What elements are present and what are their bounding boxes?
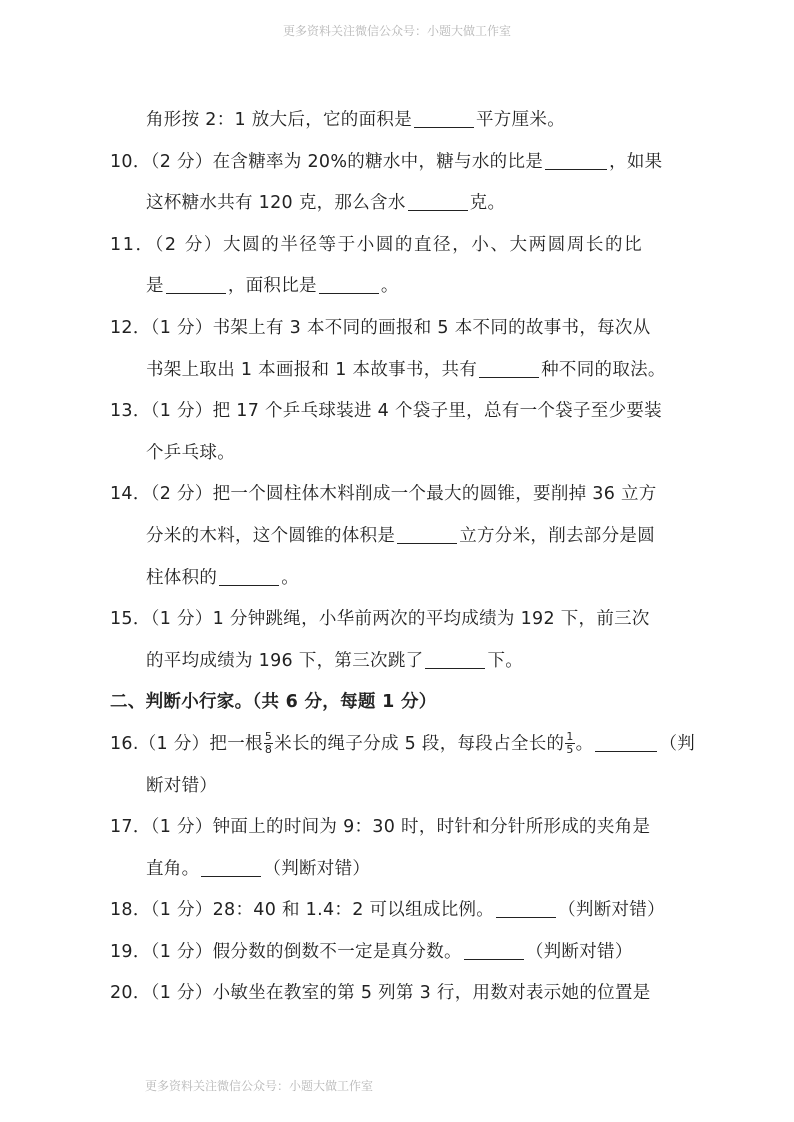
text: 立方分米，削去部分是圆 [459, 525, 656, 546]
question-14 [110, 474, 680, 516]
text: ，面积比是 [227, 276, 317, 297]
answer-blank[interactable] [201, 875, 261, 877]
text: 是 [146, 276, 164, 297]
text: 18．（1 分）28：40 和 1.4：2 可以组成比例。 [110, 900, 495, 921]
text: 书架上取出 1 本画报和 1 本故事书，共有 [146, 359, 478, 380]
question-20 [110, 973, 680, 1015]
answer-blank[interactable] [397, 542, 457, 544]
text: 10．（2 分）在含糖率为 20%的糖水中，糖与水的比是 [110, 151, 544, 172]
question-12-line-2 [110, 350, 680, 392]
text: （判断对错） [263, 858, 371, 879]
section-heading-judgement [110, 682, 680, 724]
text: （判断对错） [525, 941, 633, 962]
question-13-line-2 [110, 433, 680, 475]
fraction-denominator: 8 [264, 743, 273, 757]
text: （判 [659, 733, 696, 754]
question-16-line-2 [110, 766, 680, 808]
text: 12．（1 分）书架上有 3 本不同的画报和 5 本不同的故事书，每次从 [110, 317, 651, 338]
text: 米长的绳子分成 5 段，每段占全长的 [274, 733, 565, 754]
text: 19．（1 分）假分数的倒数不一定是真分数。 [110, 941, 462, 962]
answer-blank[interactable] [414, 126, 474, 128]
fraction-denominator: 5 [566, 743, 574, 757]
watermark-top: 更多资料关注微信公众号：小题大做工作室 [282, 24, 511, 38]
text: 角形按 2：1 放大后，它的面积是 [146, 110, 412, 130]
answer-blank[interactable] [496, 916, 556, 918]
text: 平方厘米。 [476, 110, 565, 130]
question-15 [110, 599, 680, 641]
answer-blank[interactable] [464, 958, 524, 960]
text: 20．（1 分）小敏坐在教室的第 5 列第 3 行，用数对表示她的位置是 [110, 983, 651, 1004]
text: 。 [380, 276, 399, 297]
answer-blank[interactable] [319, 292, 379, 294]
fraction [565, 731, 574, 756]
text: 克。 [469, 193, 506, 214]
text: 15．（1 分）1 分钟跳绳，小华前两次的平均成绩为 192 下，前三次 [110, 609, 650, 630]
fraction [264, 731, 273, 756]
text: 个乒乓球。 [146, 442, 235, 463]
answer-blank[interactable] [408, 209, 468, 211]
question-9-continuation [110, 100, 680, 142]
text: 14．（2 分）把一个圆柱体木料削成一个最大的圆锥，要削掉 36 立方 [110, 484, 657, 505]
question-16 [110, 724, 696, 766]
question-14-line-2 [110, 516, 680, 558]
answer-blank[interactable] [545, 168, 607, 170]
question-18 [110, 890, 680, 932]
question-11-line-2 [110, 266, 680, 308]
question-15-line-2 [110, 641, 680, 683]
text: ，如果 [609, 151, 663, 172]
answer-blank[interactable] [219, 584, 279, 586]
question-13 [110, 391, 680, 433]
answer-blank[interactable] [166, 292, 226, 294]
text: 。 [575, 733, 594, 754]
fraction-numerator: 5 [264, 730, 273, 744]
text: 下。 [487, 650, 524, 671]
watermark-bottom: 更多资料关注微信公众号：小题大做工作室 [145, 1079, 374, 1093]
question-12 [110, 308, 680, 350]
answer-blank[interactable] [479, 376, 539, 378]
question-11 [110, 225, 680, 267]
text: 。 [281, 567, 300, 588]
text: 的平均成绩为 196 下，第三次跳了 [146, 650, 424, 671]
text: 这杯糖水共有 120 克，那么含水 [146, 193, 406, 214]
text: 16.（1 分）把一根 [110, 733, 263, 754]
text: 种不同的取法。 [541, 359, 666, 380]
question-17 [110, 807, 680, 849]
text: 断对错） [146, 775, 218, 796]
text: 分米的木料，这个圆锥的体积是 [146, 525, 396, 546]
question-10 [110, 142, 680, 184]
question-14-line-3 [110, 558, 680, 600]
text: 13．（1 分）把 17 个乒乓球装进 4 个袋子里，总有一个袋子至少要装 [110, 401, 662, 422]
text: 11．（2 分）大圆的半径等于小圆的直径，小、大两圆周长的比 [110, 234, 644, 255]
question-list [110, 100, 696, 1015]
question-10-line-2 [110, 183, 680, 225]
text: 柱体积的 [146, 567, 218, 588]
text: 直角。 [146, 858, 200, 879]
section-title: 二、判断小行家。（共 6 分，每题 1 分） [110, 692, 437, 713]
fraction-numerator: 1 [566, 730, 574, 744]
text: 17．（1 分）钟面上的时间为 9：30 时，时针和分针所形成的夹角是 [110, 817, 651, 838]
answer-blank[interactable] [595, 750, 657, 752]
question-19 [110, 932, 680, 974]
answer-blank[interactable] [425, 667, 485, 669]
text: （判断对错） [558, 900, 665, 921]
question-17-line-2 [110, 849, 680, 891]
